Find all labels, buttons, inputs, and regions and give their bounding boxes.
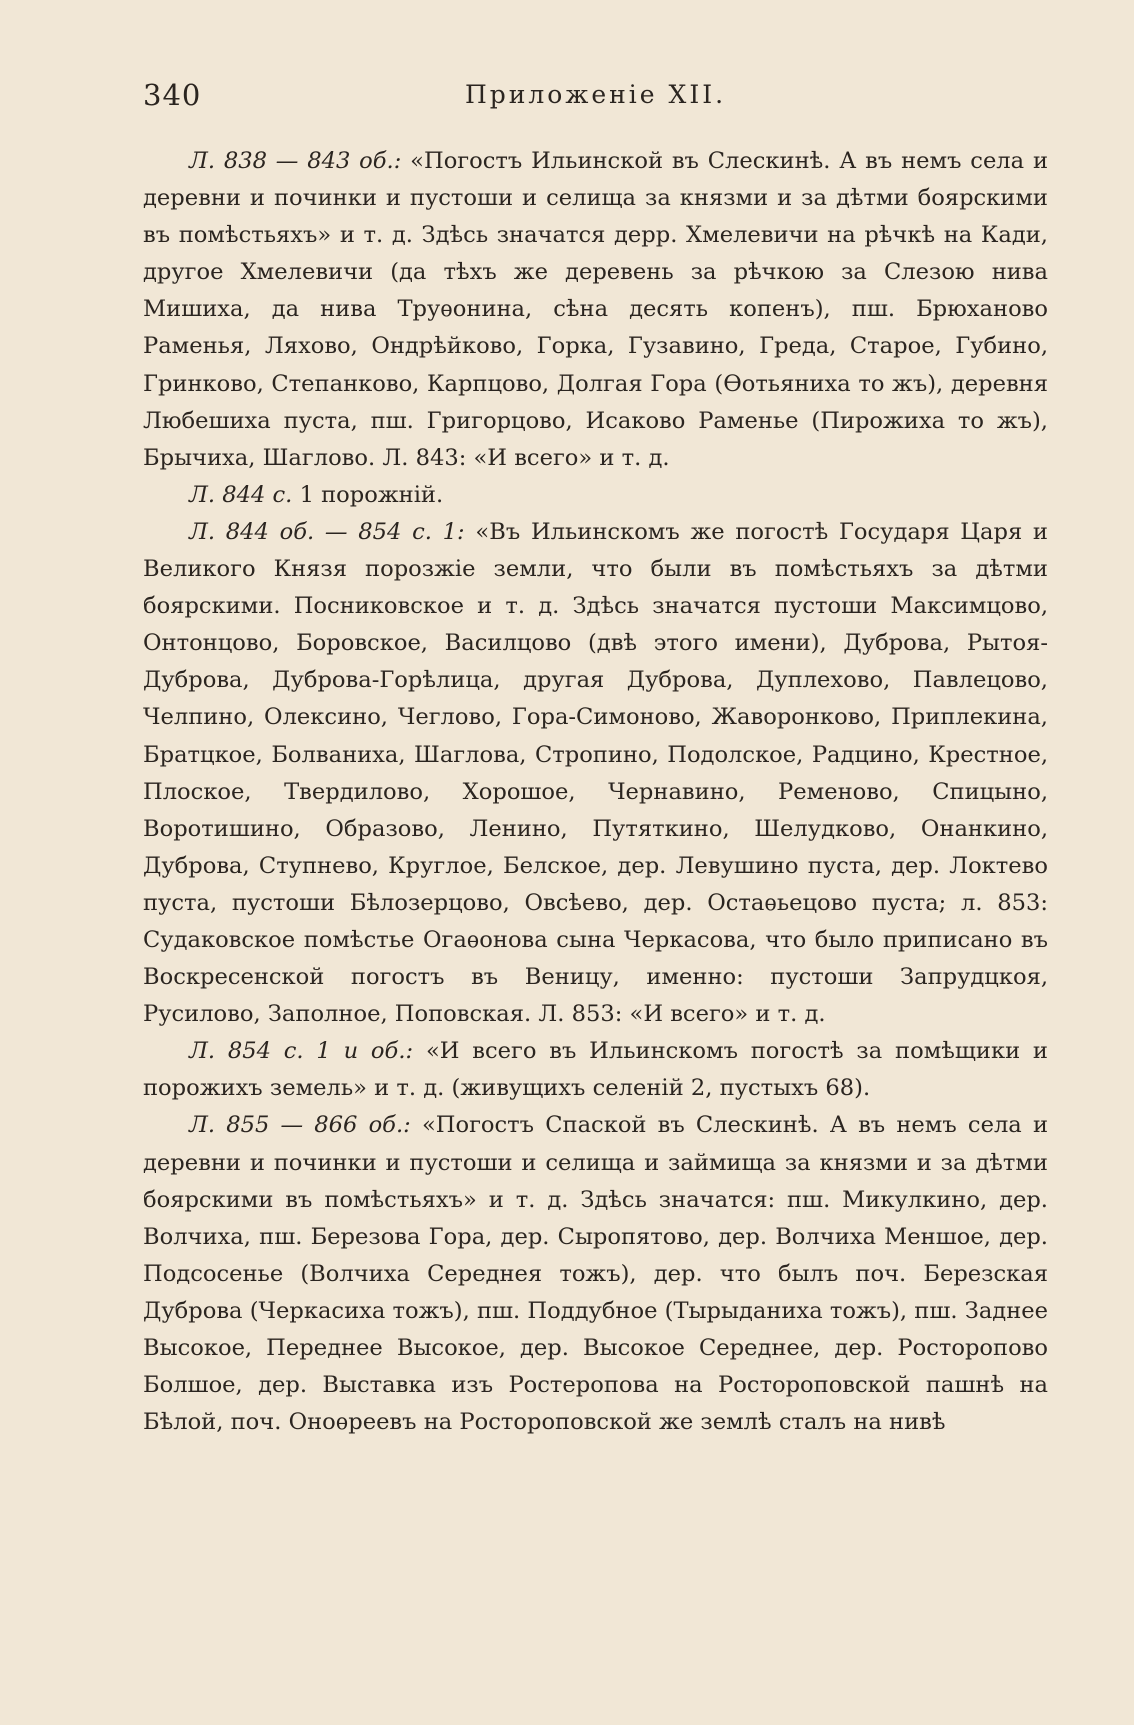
paragraph-text: «И всего въ Ильинскомъ погостѣ за помѣщики и порожихъ земель» и т. д. (живущихъ селеній 2, пустыхъ 68). (143, 1038, 1048, 1102)
folio-reference: Л. 844 с. (189, 481, 293, 508)
paragraph (143, 477, 1048, 514)
paragraph-text: «Погостъ Ильинской въ Слескинѣ. А въ немъ села и деревни и починки и пустоши и селища за князми и за дѣтми боярскими въ помѣстьяхъ» и т. д. Здѣсь значатся дерр. Хмелевичи на рѣчкѣ на Кади, другое Хмелевичи (да тѣхъ же деревень за рѣчкою за Слезою нива Мишиха, да нива Труѳонина, сѣна десять копенъ), пш. Брюханово Раменья, Ляхово, Ондрѣйково, Горка, Гузавино, Греда, Старое, Губино, Гринково, Степанково, Карпцово, Долгая Гора (Ѳотьяниха то жъ), деревня Любешиха пуста, пш. Григорцово, Исаково Раменье (Пирожиха то жъ), Брычиха, Шаглово. Л. 843: «И всего» и т. д. (143, 148, 1049, 471)
paragraph-text: «Погостъ Спаской въ Слескинѣ. А въ немъ села и деревни и починки и пустоши и селища и займища за князми и за дѣтми боярскими въ помѣстьяхъ» и т. д. Здѣсь значатся: пш. Микулкино, дер. Волчиха, пш. Березова Гора, дер. Сыропятово, дер. Волчиха Меншое, дер. Подсосенье (Волчиха Середнея тожъ), дер. что былъ поч. Березская Дуброва (Черкасиха тожъ), пш. Поддубное (Тырыданиха тожъ), пш. Заднее Высокое, Переднее Высокое, дер. Высокое Середнее, дер. Ростороповo Болшое, дер. Выставка изъ Ростеропова на Ростороповской пашнѣ на Бѣлой, поч. Оноѳреевъ на Ростороповской же землѣ сталъ на нивѣ (143, 1112, 1048, 1436)
folio-reference: Л. 854 с. 1 и об.: (189, 1038, 414, 1065)
paragraph (143, 143, 1048, 477)
page-number: 340 (143, 78, 202, 112)
paragraph-text: «Въ Ильинскомъ же погостѣ Государя Царя и Великого Князя порозжіе земли, что были въ помѣстьяхъ за дѣтми боярскими. Посниковское и т. д. Здѣсь значатся пустоши Максимцово, Онтонцово, Боровское, Василцово (двѣ этого имени), Дуброва, Рытоя-Дуброва, Дуброва-Горѣлица, другая Дуброва, Дуплехово, Павлецово, Челпино, Олексино, Чеглово, Гора-Симоново, Жаворонково, Приплекина, Братцкое, Болваниха, Шаглова, Стропино, Подолское, Радцино, Крестное, Плоское, Твердилово, Хорошое, Чернавино, Ременово, Спицыно, Воротишино, Образово, Ленино, Путяткино, Шелудково, Онанкино, Дуброва, Ступнево, Круглое, Белское, дер. Левушино пуста, дер. Локтево пуста, пустоши Бѣлозерцово, Овсѣево, дер. Остаѳьецово пуста; л. 853: Судаковское помѣстье Огаѳонова сына Черкасова, что было приписано въ Воскресенской погостъ въ Веницу, именно: пустоши Запрудцкоя, Русилово, Заполное, Поповская. Л. 853: «И всего» и т. д. (143, 518, 1048, 1028)
paragraph (143, 1033, 1048, 1107)
paragraph (143, 514, 1048, 1033)
page-header (143, 78, 1048, 122)
folio-reference: Л. 844 об. — 854 с. 1: (189, 518, 465, 545)
running-title: Приложеніе XII. (464, 80, 727, 109)
body-text (143, 143, 1048, 1441)
paragraph-text: 1 порожній. (299, 481, 444, 508)
folio-reference: Л. 838 — 843 об.: (189, 148, 402, 174)
folio-reference: Л. 855 — 866 об.: (189, 1112, 411, 1139)
paragraph (143, 1107, 1048, 1441)
